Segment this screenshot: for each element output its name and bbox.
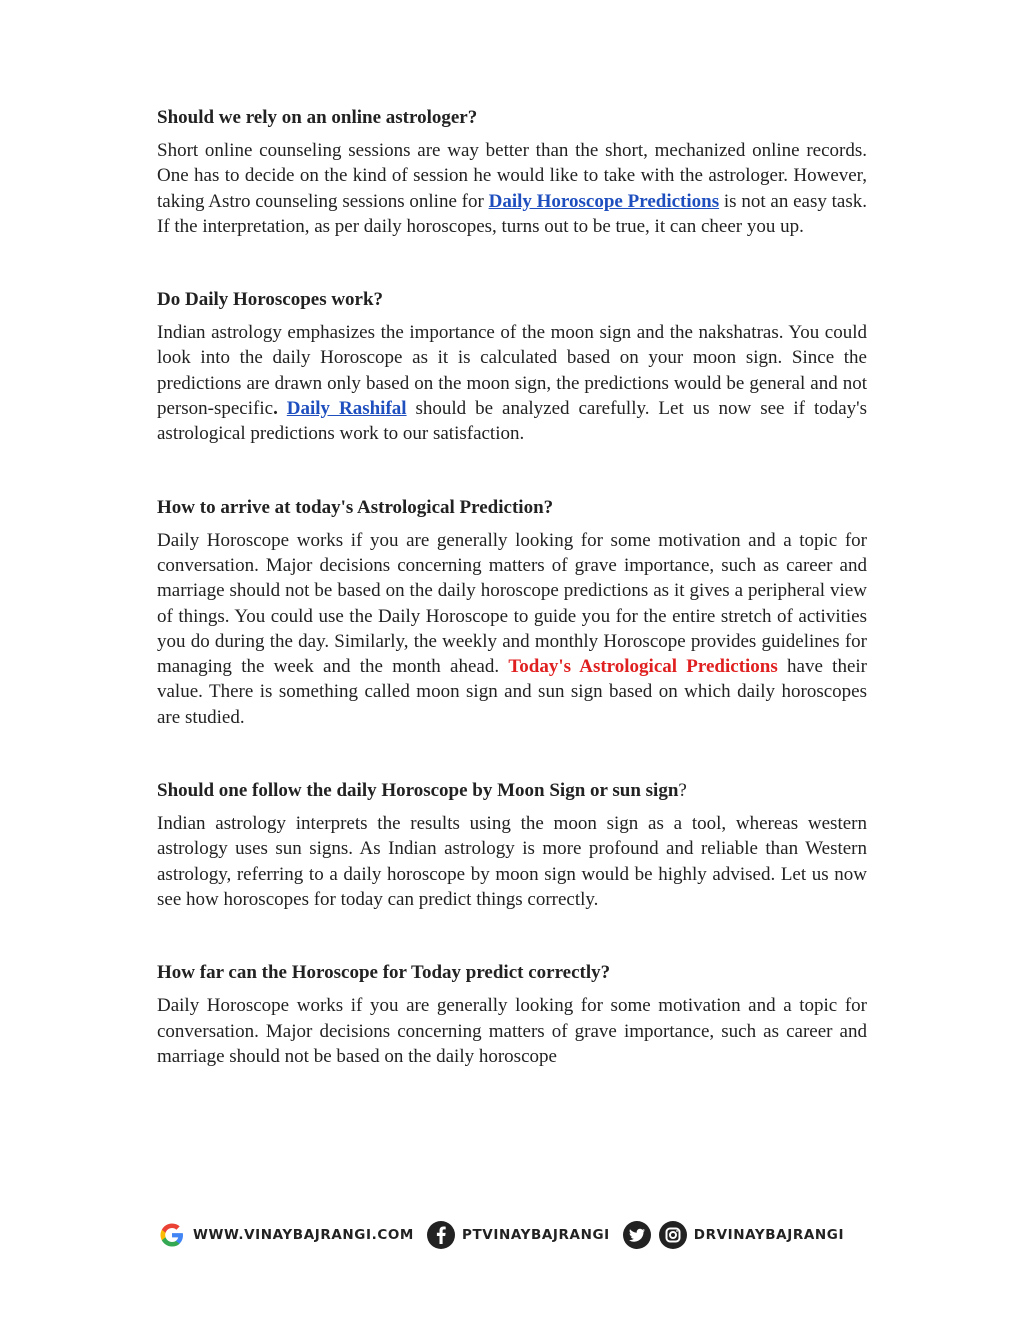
paragraph-text: have their value. There is something called moon sign and sun sign based on which daily horoscopes are studied. — [157, 656, 867, 728]
google-icon — [157, 1220, 187, 1250]
instagram-icon — [658, 1220, 688, 1250]
document-body — [157, 105, 867, 1069]
social-label: DRVINAYBAJRANGI — [693, 1227, 845, 1243]
website-label: WWW.VINAYBAJRANGI.COM — [193, 1227, 414, 1243]
section-paragraph — [157, 138, 867, 239]
section-heading — [157, 778, 867, 803]
twitter-icon — [622, 1220, 652, 1250]
footer-website[interactable] — [157, 1220, 414, 1250]
heading-text: Should one follow the daily Horoscope by Moon Sign or sun sign — [157, 780, 679, 802]
footer-facebook[interactable] — [426, 1220, 610, 1250]
section-heading: How far can the Horoscope for Today predict correctly? — [157, 962, 611, 984]
section-moon-or-sun-sign — [157, 778, 867, 912]
paragraph-text: . — [273, 398, 287, 420]
section-heading: Do Daily Horoscopes work? — [157, 289, 384, 311]
paragraph-text: should be analyzed carefully. Let us now see if today's astrological predictions work to our satisfaction. — [157, 398, 867, 445]
paragraph-text: Short online counseling sessions are way better than the short, mechanized online records. One has to decide on the kind of session he would like to take with the astrologer. However, taking Astro counseling sessions online for — [157, 140, 867, 212]
section-heading: Should we rely on an online astrologer? — [157, 107, 478, 128]
daily-horoscope-predictions-link[interactable]: Daily Horoscope Predictions — [488, 190, 720, 212]
section-todays-prediction — [157, 495, 867, 730]
paragraph-text: is not an easy task. If the interpretation, as per daily horoscopes, turns out to be true, it can cheer you up. — [157, 190, 867, 237]
paragraph-text: Daily Horoscope works if you are generally looking for some motivation and a topic for conversation. Major decisions concerning matters of grave importance, such as career and marriage should not be based on the daily horoscope — [157, 995, 867, 1067]
footer-bar — [157, 1219, 867, 1251]
section-paragraph — [157, 528, 867, 730]
section-online-astrologer — [157, 105, 867, 239]
todays-astrological-predictions-highlight: Today's Astrological Predictions — [508, 656, 778, 678]
section-daily-horoscopes-work — [157, 287, 867, 446]
facebook-icon — [426, 1220, 456, 1250]
facebook-label: PTVINAYBAJRANGI — [461, 1227, 610, 1243]
daily-rashifal-link[interactable]: Daily Rashifal — [286, 398, 407, 420]
section-paragraph — [157, 320, 867, 446]
heading-suffix: ? — [678, 780, 687, 802]
paragraph-text: Daily Horoscope works if you are generally looking for some motivation and a topic for conversation. Major decisions concerning matters of grave importance, such as career and marriage should not be based on the daily horoscope predictions as it gives a peripheral view of things. You could use the Daily Horoscope to guide you for the entire stretch of activities you do during the day. Similarly, the weekly and monthly Horoscope provides guidelines for managing the week and the month ahead. — [157, 529, 867, 678]
section-horoscope-for-today — [157, 960, 867, 1069]
section-heading: How to arrive at today's Astrological Prediction? — [157, 496, 554, 518]
section-paragraph — [157, 993, 867, 1069]
paragraph-text: Indian astrology interprets the results using the moon sign as a tool, whereas western astrology uses sun signs. As Indian astrology is more profound and reliable than Western astrology, referring to a daily horoscope by moon sign would be highly advised. Let us now see how horoscopes for today can predict things correctly. — [157, 813, 867, 910]
paragraph-text: Indian astrology emphasizes the importance of the moon sign and the nakshatras. You could look into the daily Horoscope as it is calculated based on your moon sign. Since the predictions are drawn only based on the moon sign, the predictions would be general and not person-specific — [157, 322, 867, 420]
footer-social[interactable] — [622, 1220, 844, 1250]
section-paragraph — [157, 811, 867, 912]
